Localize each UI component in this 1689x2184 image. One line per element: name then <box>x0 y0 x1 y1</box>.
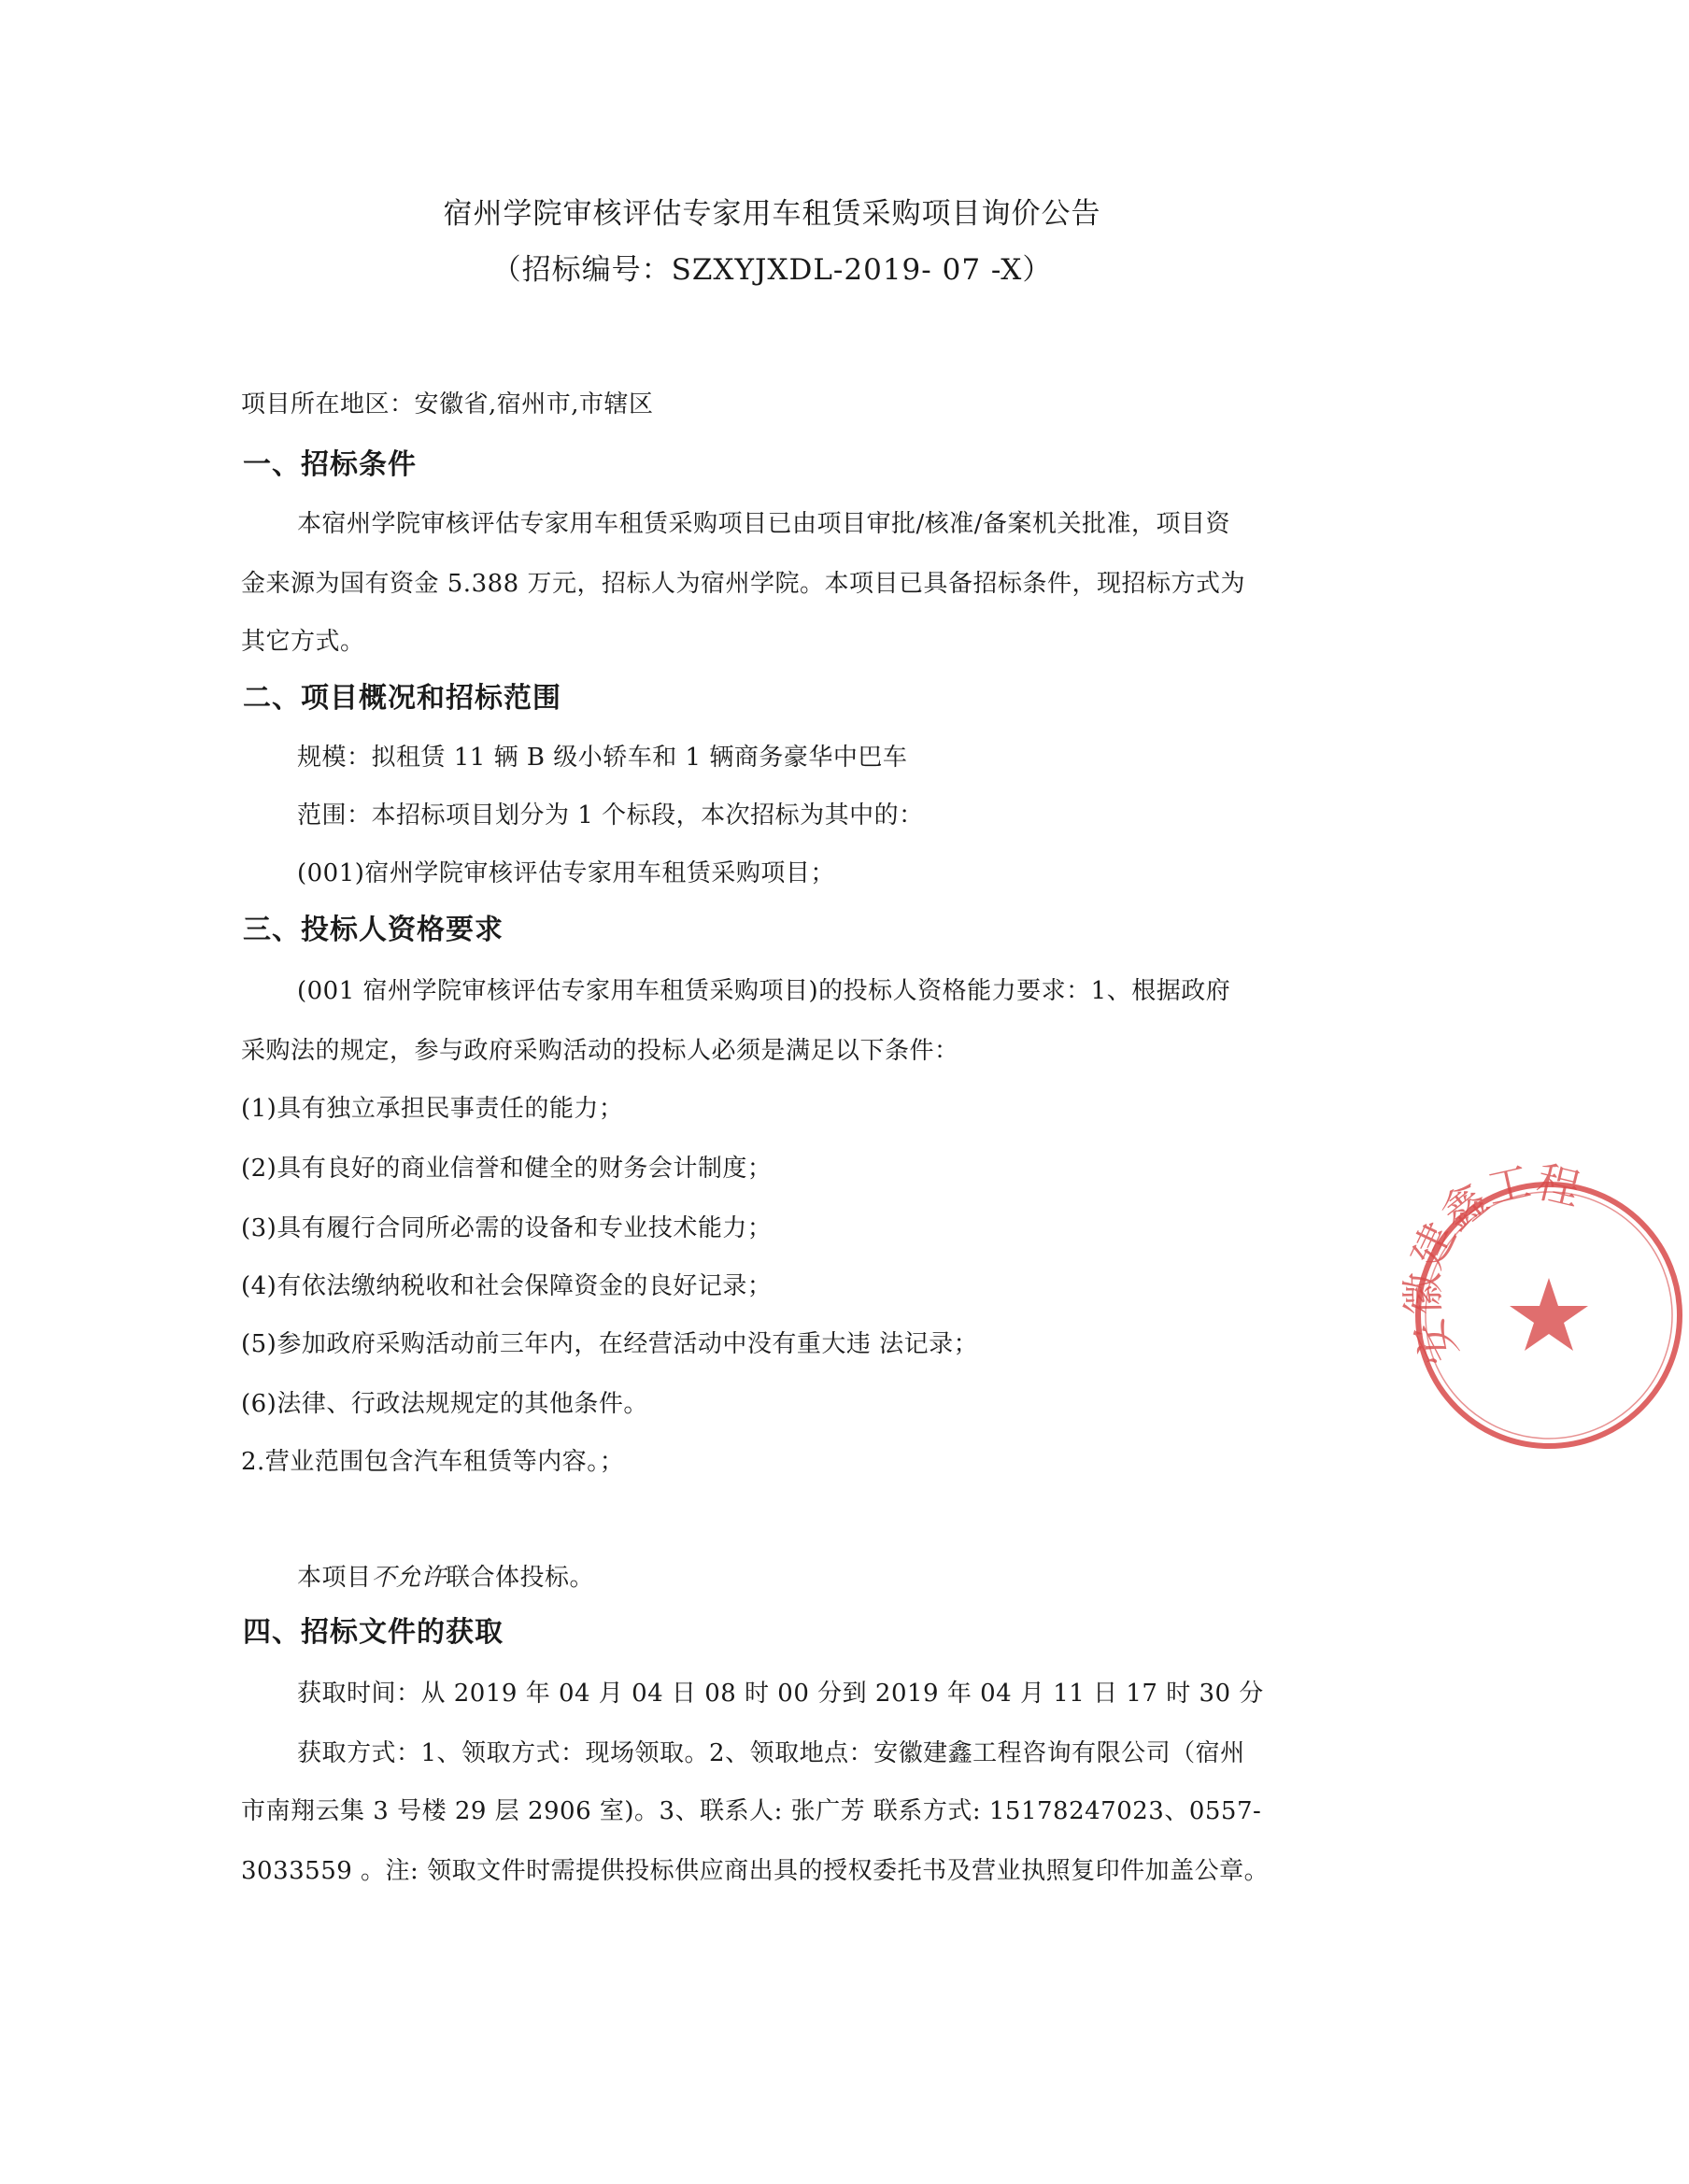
acquisition-method-line-2: 市南翔云集 3 号楼 29 层 2906 室)。3、联系人: 张广芳 联系方式: 15178247023、0557- <box>241 1797 1262 1825</box>
section-3-heading: 三、投标人资格要求 <box>243 914 504 946</box>
condition-3: (3)具有履行合同所必需的设备和专业技术能力； <box>241 1214 773 1242</box>
consortium-not-allowed: 不允许 <box>371 1564 447 1592</box>
section-1-line-1: 本宿州学院审核评估专家用车租赁采购项目已由项目审批/核准/备案机关批准，项目资 <box>297 510 1231 538</box>
acquisition-method-line-3: 3033559 。注: 领取文件时需提供投标供应商出具的授权委托书及营业执照复印件加盖公章。 <box>241 1857 1270 1885</box>
condition-6: (6)法律、行政法规规定的其他条件。 <box>241 1390 648 1418</box>
seal-star-icon <box>1510 1278 1588 1351</box>
section-1-line-3: 其它方式。 <box>241 628 365 656</box>
acquisition-time: 获取时间：从 2019 年 04 月 04 日 08 时 00 分到 2019 年 04 月 11 日 17 时 30 分 <box>297 1680 1264 1708</box>
qualification-line-1: (001 宿州学院审核评估专家用车租赁采购项目)的投标人资格能力要求：1、根据政府 <box>297 977 1231 1005</box>
condition-2: (2)具有良好的商业信誉和健全的财务会计制度； <box>241 1155 773 1183</box>
section-1-heading: 一、招标条件 <box>243 448 417 481</box>
svg-text:安徽建鑫工程: 安徽建鑫工程 <box>1398 1156 1585 1372</box>
business-scope-requirement: 2.营业范围包含汽车租赁等内容。； <box>241 1448 625 1476</box>
company-seal-stamp <box>1398 1156 1689 1455</box>
section-2-heading: 二、项目概况和招标范围 <box>243 682 561 715</box>
consortium-prefix: 本项目 <box>297 1564 372 1592</box>
section-1-line-2: 金来源为国有资金 5.388 万元，招标人为宿州学院。本项目已具备招标条件，现招标方式为 <box>241 570 1245 598</box>
acquisition-method-line-1: 获取方式：1、领取方式：现场领取。2、领取地点：安徽建鑫工程咨询有限公司（宿州 <box>297 1739 1245 1767</box>
section-4-heading: 四、招标文件的获取 <box>243 1616 504 1649</box>
tender-number: （招标编号：SZXYJXDL-2019- 07 -X） <box>491 253 1053 287</box>
consortium-statement <box>297 1558 594 1593</box>
condition-5: (5)参加政府采购活动前三年内，在经营活动中没有重大违 法记录； <box>241 1330 979 1358</box>
scale-line: 规模：拟租赁 11 辆 B 级小轿车和 1 辆商务豪华中巴车 <box>297 744 908 772</box>
document-title: 宿州学院审核评估专家用车租赁采购项目询价公告 <box>443 197 1101 231</box>
scope-line: 范围：本招标项目划分为 1 个标段，本次招标为其中的： <box>297 801 924 830</box>
project-location: 项目所在地区：安徽省,宿州市,市辖区 <box>241 390 654 418</box>
condition-4: (4)有依法缴纳税收和社会保障资金的良好记录； <box>241 1272 773 1300</box>
consortium-suffix: 联合体投标。 <box>446 1564 595 1592</box>
condition-1: (1)具有独立承担民事责任的能力； <box>241 1095 624 1123</box>
lot-line: (001)宿州学院审核评估专家用车租赁采购项目； <box>297 859 835 887</box>
qualification-line-2: 采购法的规定，参与政府采购活动的投标人必须是满足以下条件： <box>241 1037 959 1065</box>
